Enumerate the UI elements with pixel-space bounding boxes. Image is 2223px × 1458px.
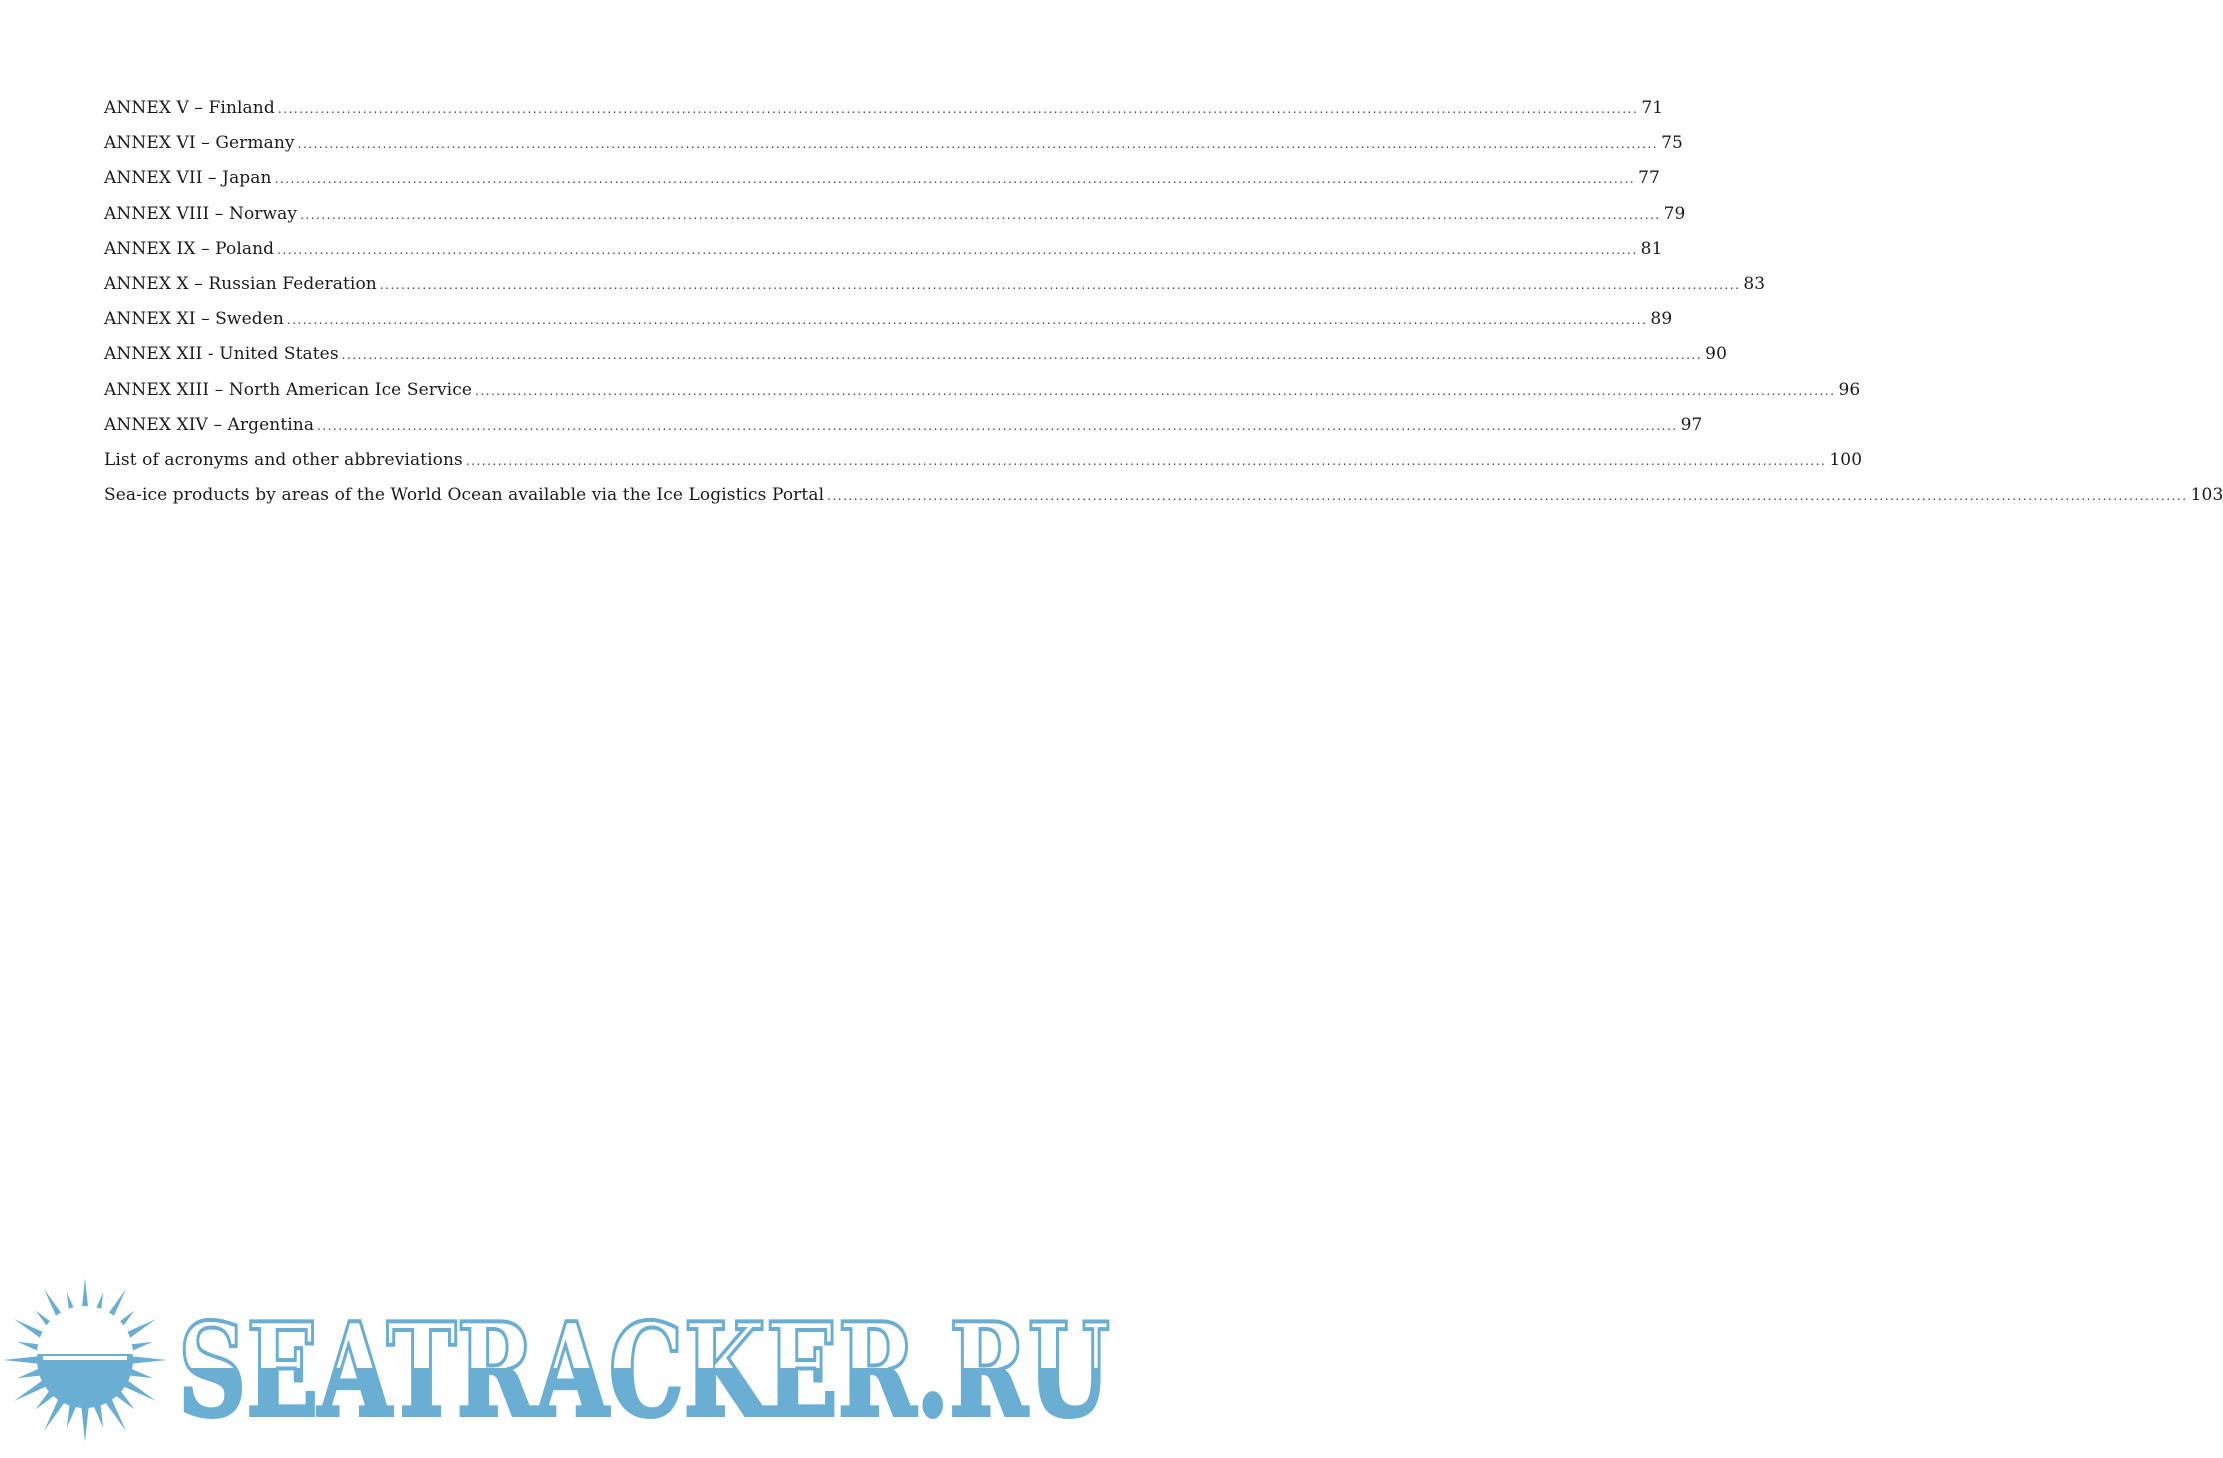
toc-entry[interactable] (104, 485, 2223, 520)
toc-entry-page: 100 (1829, 449, 1863, 470)
toc-entry[interactable] (104, 133, 1683, 168)
toc-entry-page: 97 (1680, 414, 1703, 435)
watermark-text: SEATRACKER.RU (178, 1296, 1110, 1446)
toc-entry-label: ANNEX XIII – North American Ice Service (104, 379, 473, 400)
toc-entry-label: ANNEX IX – Poland (104, 238, 275, 259)
toc-entry[interactable] (104, 168, 1660, 203)
toc-entry-page: 103 (2190, 485, 2223, 506)
toc-entry-label: Sea-ice products by areas of the World Ocean available via the Ice Logistics Portal (104, 485, 825, 506)
toc-leader-dots (342, 348, 1703, 362)
toc-entry-label: ANNEX XIV – Argentina (104, 414, 315, 435)
toc-entry[interactable] (104, 449, 1863, 485)
toc-entry[interactable] (104, 273, 1766, 309)
toc-entry-label: ANNEX VII – Japan (104, 168, 272, 189)
table-of-contents (104, 98, 2223, 520)
sun-logo-icon (3, 1278, 167, 1442)
toc-entry[interactable] (104, 309, 1673, 344)
toc-entry-page: 96 (1838, 379, 1861, 400)
toc-leader-dots (466, 454, 1827, 468)
toc-entry[interactable] (104, 98, 1664, 133)
toc-leader-dots (317, 419, 1678, 433)
sun-ray (3, 1356, 41, 1364)
toc-entry[interactable] (104, 238, 1663, 274)
watermark-graphic (0, 1285, 1127, 1446)
toc-entry-label: ANNEX XII - United States (104, 344, 339, 365)
toc-entry-label: ANNEX VI – Germany (104, 133, 295, 154)
toc-leader-dots (275, 172, 1636, 186)
toc-leader-dots (300, 208, 1661, 222)
toc-entry-label: ANNEX VIII – Norway (104, 203, 298, 224)
toc-entry[interactable] (104, 379, 1861, 415)
toc-entry[interactable] (104, 203, 1686, 239)
toc-entry-page: 77 (1638, 168, 1660, 189)
toc-entry-page: 89 (1650, 309, 1673, 330)
toc-leader-dots (380, 278, 1741, 292)
toc-entry-label: List of acronyms and other abbreviations (104, 449, 463, 470)
toc-entry-page: 71 (1641, 98, 1664, 118)
sun-ray (81, 1404, 89, 1442)
toc-entry-page: 81 (1640, 238, 1663, 259)
toc-entry-label: ANNEX V – Finland (104, 98, 275, 118)
seatracker-watermark (0, 1285, 1127, 1446)
toc-leader-dots (278, 102, 1639, 116)
toc-entry-label: ANNEX X – Russian Federation (104, 273, 377, 294)
toc-entry-label: ANNEX XI – Sweden (104, 309, 284, 330)
toc-entry-page: 75 (1661, 133, 1683, 154)
toc-entry[interactable] (104, 344, 1727, 379)
toc-leader-dots (277, 243, 1638, 257)
toc-leader-dots (827, 489, 2188, 503)
toc-leader-dots (475, 384, 1836, 398)
toc-entry-page: 90 (1705, 344, 1727, 365)
toc-entry[interactable] (104, 414, 1703, 450)
toc-entry-page: 79 (1663, 203, 1686, 224)
toc-leader-dots (287, 313, 1648, 327)
sun-ray (129, 1356, 167, 1364)
toc-entry-page: 83 (1743, 273, 1766, 294)
toc-leader-dots (298, 137, 1659, 151)
